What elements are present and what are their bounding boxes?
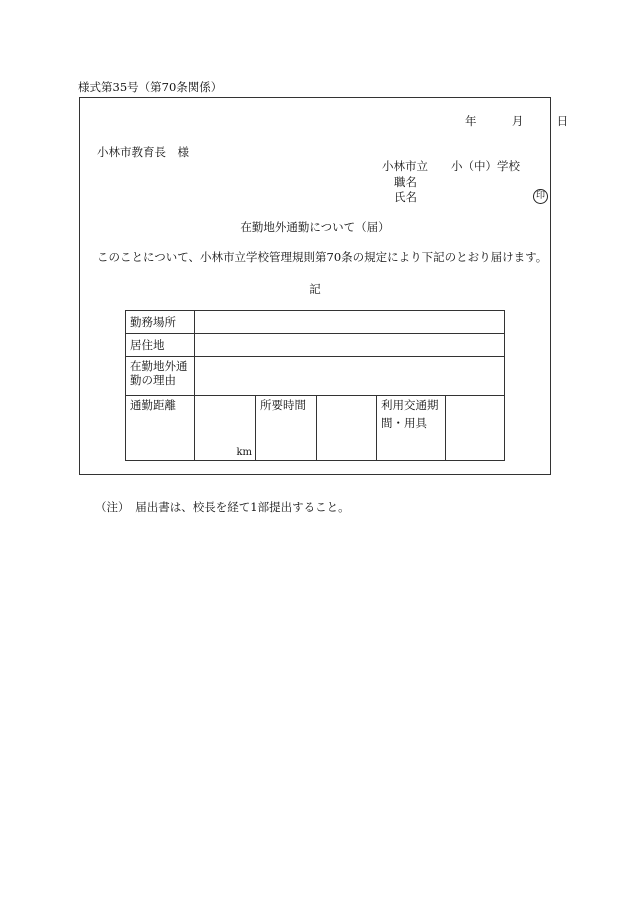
addressee: 小林市教育長 様: [97, 145, 189, 159]
reason-label-line2: 勤の理由: [130, 373, 176, 388]
details-table: [125, 310, 505, 461]
footnote: （注） 届出書は、校長を経て1部提出すること。: [95, 500, 350, 514]
document-title: 在勤地外通勤について（届）: [240, 220, 390, 234]
seal-mark: 印: [533, 189, 548, 204]
reason-label: [126, 357, 195, 396]
date-day: 日: [556, 114, 569, 128]
transport-label-line1: 利用交通期: [381, 398, 439, 412]
time-label: 所要時間: [256, 396, 317, 461]
body-text: このことについて、小林市立学校管理規則第70条の規定により下記のとおり届けます。: [97, 250, 548, 264]
work-place-field[interactable]: [195, 311, 505, 334]
distance-label: 通勤距離: [126, 396, 195, 461]
work-place-label: 勤務場所: [126, 311, 195, 334]
reason-label-line1: 在勤地外通: [130, 359, 188, 373]
transport-label: [377, 396, 446, 461]
residence-field[interactable]: [195, 334, 505, 357]
sender-title-label: 職名: [394, 175, 417, 189]
date-year: 年: [465, 114, 477, 128]
reason-field[interactable]: [195, 357, 505, 396]
sender-name-label: 氏名: [394, 190, 417, 204]
ki-heading: 記: [309, 282, 321, 296]
transport-field[interactable]: [446, 396, 505, 461]
distance-unit: km: [236, 446, 252, 458]
date-line: [465, 114, 568, 128]
residence-label: 居住地: [126, 334, 195, 357]
sender-school: 小林市立 小（中）学校: [382, 159, 520, 173]
time-field[interactable]: [317, 396, 377, 461]
transport-label-line2: 間・用具: [381, 416, 427, 431]
date-month: 月: [511, 114, 524, 128]
distance-field[interactable]: [195, 396, 256, 461]
form-number-label: 様式第35号（第70条関係）: [78, 80, 223, 94]
